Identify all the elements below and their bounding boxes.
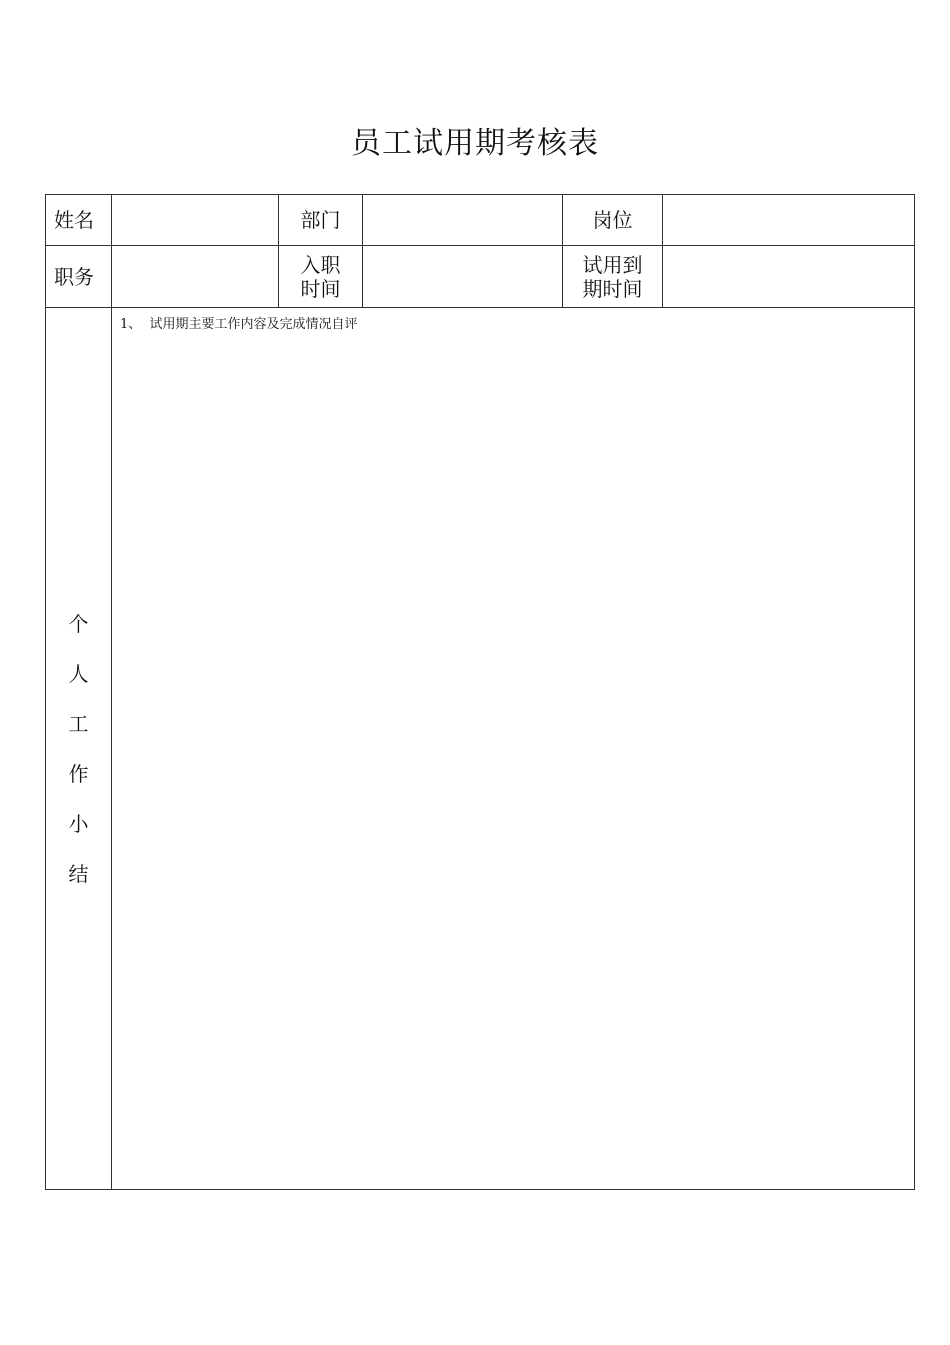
personal-summary-field[interactable] (112, 308, 915, 1190)
table-row-employment-info (46, 246, 915, 308)
form-title: 员工试用期考核表 (351, 126, 599, 161)
department-field[interactable] (363, 195, 563, 246)
department-label: 部门 (279, 195, 363, 246)
hire-date-label-line2: 时间 (300, 276, 341, 301)
job-title-label: 职务 (46, 246, 112, 308)
post-field[interactable] (663, 195, 915, 246)
name-label: 姓名 (46, 195, 112, 246)
probation-end-label-line2: 期时间 (582, 276, 643, 301)
assessment-table (45, 194, 915, 1190)
summary-label-char: 结 (68, 861, 89, 886)
summary-label-char: 工 (68, 711, 89, 736)
post-label: 岗位 (563, 195, 663, 246)
personal-summary-label (46, 308, 112, 1190)
job-title-field[interactable] (112, 246, 279, 308)
hire-date-field[interactable] (363, 246, 563, 308)
hire-date-label (279, 246, 363, 308)
summary-label-char: 作 (68, 761, 89, 786)
probation-end-field[interactable] (663, 246, 915, 308)
summary-prompt: 1、 试用期主要工作内容及完成情况自评 (120, 317, 358, 332)
hire-date-label-line1: 入职 (300, 252, 341, 277)
summary-label-char: 人 (68, 661, 89, 686)
table-row-basic-info (46, 195, 915, 246)
summary-label-char: 个 (68, 611, 89, 636)
table-row-summary (46, 308, 915, 1190)
summary-label-char: 小 (68, 811, 89, 836)
probation-end-label (563, 246, 663, 308)
probation-end-label-line1: 试用到 (582, 252, 643, 277)
name-field[interactable] (112, 195, 279, 246)
